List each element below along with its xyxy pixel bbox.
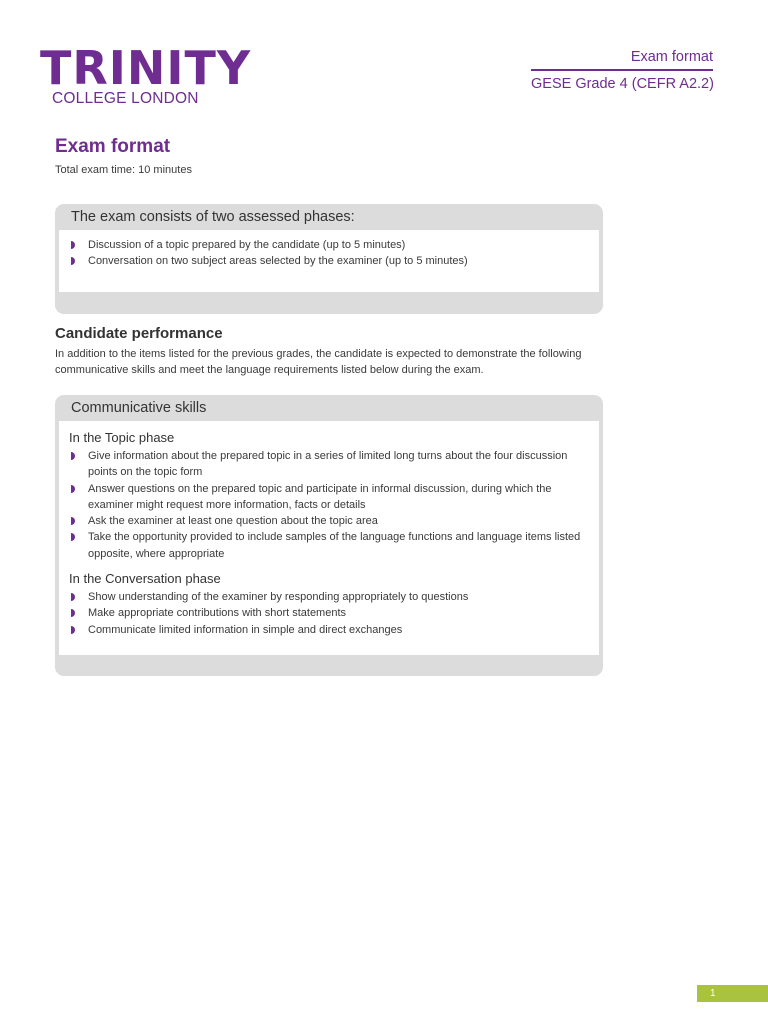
bullet-icon bbox=[71, 485, 75, 493]
phases-panel-heading: The exam consists of two assessed phases: bbox=[71, 209, 355, 225]
topic-phase-heading: In the Topic phase bbox=[69, 430, 175, 445]
trinity-logo bbox=[40, 41, 252, 108]
running-header bbox=[531, 49, 713, 92]
list-item-text: Ask the examiner at least one question about the topic area bbox=[88, 515, 378, 528]
list-item-text: Answer questions on the prepared topic and participate in informal discussion, during which the examiner might request more information, facts or details bbox=[88, 482, 552, 511]
list-item bbox=[69, 253, 599, 269]
skills-panel-body bbox=[59, 421, 599, 655]
bullet-icon bbox=[71, 241, 75, 249]
conversation-phase-list bbox=[59, 589, 599, 638]
phases-panel-body bbox=[59, 230, 599, 292]
list-item-text: Take the opportunity provided to include samples of the language functions and language items listed opposite, where appropriate bbox=[88, 531, 581, 560]
bullet-icon bbox=[71, 593, 75, 601]
page-number: 1 bbox=[697, 985, 768, 1002]
list-item bbox=[69, 481, 599, 514]
conversation-phase-heading: In the Conversation phase bbox=[69, 571, 221, 587]
list-item-text: Discussion of a topic prepared by the candidate (up to 5 minutes) bbox=[88, 239, 406, 251]
header-grade: GESE Grade 4 (CEFR A2.2) bbox=[531, 76, 714, 92]
list-item bbox=[69, 529, 599, 562]
list-item bbox=[69, 237, 599, 253]
total-exam-time: Total exam time: 10 minutes bbox=[55, 164, 192, 176]
list-item-text: Make appropriate contributions with short statements bbox=[88, 607, 347, 620]
candidate-performance-title: Candidate performance bbox=[55, 325, 223, 342]
bullet-icon bbox=[71, 609, 75, 617]
header-section-title: Exam format bbox=[531, 49, 713, 71]
bullet-icon bbox=[71, 626, 75, 634]
list-item-text: Give information about the prepared topic in a series of limited long turns about the four discussion points on the topic form bbox=[88, 450, 568, 479]
list-item bbox=[69, 448, 599, 481]
topic-phase-list bbox=[59, 448, 599, 562]
list-item bbox=[69, 622, 599, 638]
communicative-skills-panel bbox=[55, 395, 603, 676]
phases-panel bbox=[55, 204, 603, 314]
bullet-icon bbox=[71, 257, 75, 265]
phases-list bbox=[59, 237, 599, 270]
bullet-icon bbox=[71, 517, 75, 525]
list-item-text: Show understanding of the examiner by responding appropriately to questions bbox=[88, 591, 469, 604]
logo-subtitle: COLLEGE LONDON bbox=[52, 90, 199, 107]
list-item bbox=[69, 513, 599, 529]
bullet-icon bbox=[71, 533, 75, 541]
list-item bbox=[69, 605, 599, 621]
list-item-text: Conversation on two subject areas selected by the examiner (up to 5 minutes) bbox=[88, 255, 468, 268]
skills-panel-heading: Communicative skills bbox=[71, 400, 207, 416]
candidate-performance-intro: In addition to the items listed for the previous grades, the candidate is expected to demonstrate the following communicative skills and meet the language requirements listed below during the exam. bbox=[55, 348, 582, 377]
logo-wordmark: TRINITY bbox=[40, 41, 252, 95]
page-title: Exam format bbox=[55, 136, 171, 157]
bullet-icon bbox=[71, 452, 75, 460]
list-item-text: Communicate limited information in simple and direct exchanges bbox=[88, 623, 403, 636]
list-item bbox=[69, 589, 599, 605]
